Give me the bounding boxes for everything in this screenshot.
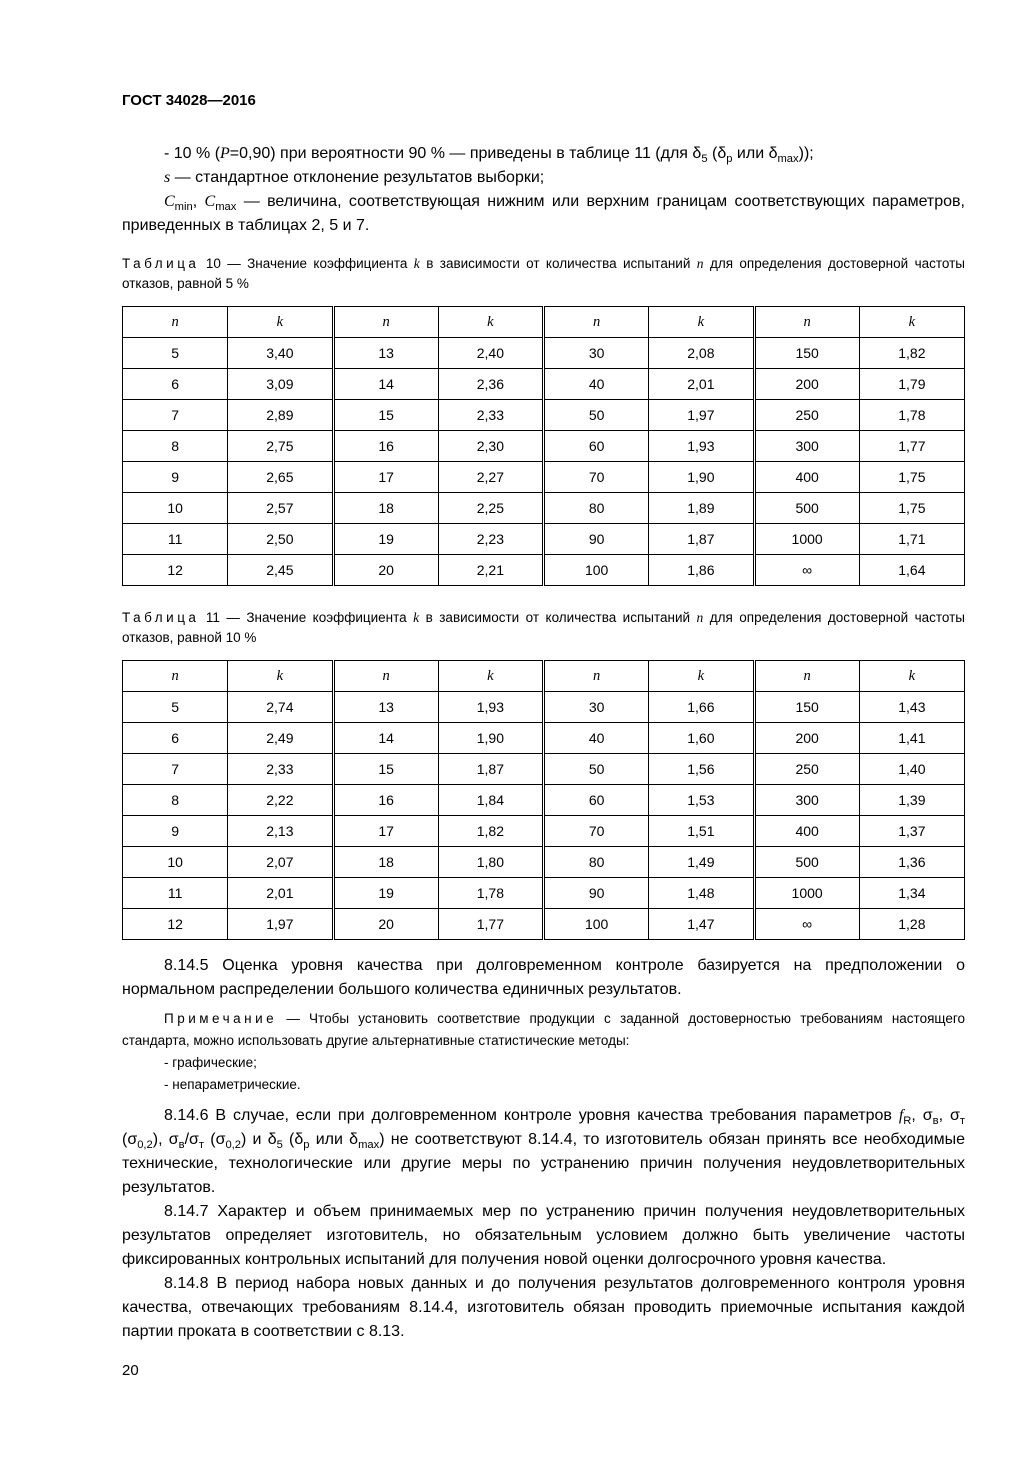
table-cell: 1,89 (649, 493, 754, 524)
table-cell: ∞ (754, 909, 859, 940)
table-cell: 2,89 (228, 400, 333, 431)
text-segment: т (959, 1115, 966, 1128)
table-cell: 1,80 (438, 847, 543, 878)
table-cell: 12 (123, 909, 228, 940)
table-cell: 2,40 (438, 338, 543, 369)
table-cell: 2,07 (228, 847, 333, 878)
intro-item-1 (122, 142, 965, 166)
text-segment: 0,2 (225, 1139, 242, 1152)
text-segment: ) не соответствуют 8.14.4, то изготовитель обязан принять все необходимые технические, технологические или другие меры по устранению причин получения неудовлетворительных результатов. (122, 1131, 965, 1196)
table-cell: 9 (123, 816, 228, 847)
table-cell: 400 (754, 462, 859, 493)
text-segment: т (198, 1139, 205, 1152)
table-cell: 1000 (754, 524, 859, 555)
table-row (123, 816, 965, 847)
text-segment: в зависимости от количества испытаний (419, 610, 697, 625)
table-cell: 250 (754, 400, 859, 431)
text-segment: (σ (204, 1131, 226, 1148)
table-cell: 18 (333, 493, 438, 524)
table-header-row (123, 661, 965, 692)
table-cell: 1,77 (859, 431, 964, 462)
note-item-1: - графические; (164, 1055, 257, 1070)
table-cell: 70 (544, 816, 649, 847)
table-cell: 12 (123, 555, 228, 586)
text-segment: max (777, 153, 799, 166)
text-segment: Таблица (122, 610, 200, 625)
clause-8-14-5 (122, 954, 965, 1002)
text-segment: /σ (184, 1131, 199, 1148)
table-cell: 19 (333, 878, 438, 909)
text-segment: или δ (732, 145, 778, 162)
table-cell: 1,48 (649, 878, 754, 909)
table-cell: 200 (754, 723, 859, 754)
table-cell: 2,33 (438, 400, 543, 431)
table-cell: 8 (123, 785, 228, 816)
note-item-2: - непараметрические. (164, 1077, 301, 1092)
text-segment: в зависимости от количества испытаний (419, 256, 697, 271)
table-cell: 1,75 (859, 493, 964, 524)
text-segment: для определения достоверной частоты отказов, равной 10 % (122, 610, 966, 645)
table-cell: 1,97 (228, 909, 333, 940)
table-header-row (123, 307, 965, 338)
table-cell: 16 (333, 431, 438, 462)
table-cell: 100 (544, 555, 649, 586)
table-column-header: k (649, 307, 754, 338)
table-column-header: n (544, 661, 649, 692)
text-segment: Примечание (164, 1011, 278, 1026)
table-row (123, 369, 965, 400)
table-cell: 1,75 (859, 462, 964, 493)
table-cell: 1,51 (649, 816, 754, 847)
table-cell: 14 (333, 723, 438, 754)
table-row (123, 493, 965, 524)
table-cell: 8 (123, 431, 228, 462)
table-cell: 1,64 (859, 555, 964, 586)
text-segment: s (164, 169, 171, 186)
table-cell: 2,49 (228, 723, 333, 754)
clause-8-14-7 (122, 1200, 965, 1272)
table-cell: 10 (123, 847, 228, 878)
table-cell: 7 (123, 400, 228, 431)
table-cell: 2,01 (228, 878, 333, 909)
table-row (123, 555, 965, 586)
table-cell: 1,37 (859, 816, 964, 847)
table-cell: 1,93 (438, 692, 543, 723)
table-11-caption (122, 608, 965, 648)
table-cell: 1,78 (859, 400, 964, 431)
table-cell: 2,30 (438, 431, 543, 462)
table-cell: 15 (333, 754, 438, 785)
text-segment: 8.14.7 Характер и объем принимаемых мер по устранению причин получения неудовлетворительных результатов определяет изготовитель, но обязательным условием должно быть увеличение частоты фиксированных контрольных испытаний для получения новой оценки долгосрочного уровня качества. (122, 1203, 965, 1268)
text-segment: (σ (122, 1131, 138, 1148)
table-column-header: n (544, 307, 649, 338)
table-cell: 1,77 (438, 909, 543, 940)
table-cell: 1,82 (859, 338, 964, 369)
text-segment: n (696, 256, 704, 271)
table-cell: 2,22 (228, 785, 333, 816)
table-row (123, 692, 965, 723)
table-cell: 40 (544, 369, 649, 400)
text-segment: R (903, 1115, 912, 1128)
table-cell: 60 (544, 785, 649, 816)
intro-definition (122, 190, 965, 238)
table-cell: 200 (754, 369, 859, 400)
table-cell: 3,40 (228, 338, 333, 369)
text-segment: — стандартное отклонение результатов выборки; (170, 169, 545, 186)
table-cell: 1,78 (438, 878, 543, 909)
note-paragraph (122, 1008, 965, 1052)
table-cell: 1,39 (859, 785, 964, 816)
text-segment: , σ (911, 1107, 933, 1124)
table-cell: 400 (754, 816, 859, 847)
table-cell: 150 (754, 338, 859, 369)
table-row (123, 878, 965, 909)
table-cell: 2,36 (438, 369, 543, 400)
table-cell: 13 (333, 692, 438, 723)
table-column-header: k (438, 661, 543, 692)
table-column-header: n (333, 307, 438, 338)
text-segment: C (204, 193, 216, 210)
table-cell: 6 (123, 723, 228, 754)
table-column-header: n (333, 661, 438, 692)
table-cell: 1,82 (438, 816, 543, 847)
table-cell: 1,71 (859, 524, 964, 555)
text-segment: — величина, соответствующая нижним или верхним границам соответствующих параметров, приведенных в таблицах 2, 5 и 7. (122, 193, 965, 234)
text-segment: р (303, 1139, 310, 1152)
text-segment: 8.14.8 В период набора новых данных и до получения результатов долговременного контроля уровня качества, отвечающих требованиям 8.14.4, изготовитель обязан проводить приемочные испытания каждой партии проката в соответствии с 8.13. (122, 1275, 965, 1340)
table-cell: 250 (754, 754, 859, 785)
table-cell: 1,66 (649, 692, 754, 723)
table-cell: 2,21 (438, 555, 543, 586)
table-cell: 2,01 (649, 369, 754, 400)
table-cell: 11 (123, 524, 228, 555)
text-segment: Таблица (122, 256, 200, 271)
table-cell: 20 (333, 909, 438, 940)
table-cell: 1,28 (859, 909, 964, 940)
table-row (123, 754, 965, 785)
text-segment: )); (798, 145, 814, 162)
table-10-caption (122, 254, 965, 294)
table-cell: 1,56 (649, 754, 754, 785)
table-row (123, 723, 965, 754)
text-segment: 8.14.5 Оценка уровня качества при долговременном контроле базируется на предположении о нормальном распределении большого количества единичных результатов. (122, 957, 965, 998)
table-column-header: k (649, 661, 754, 692)
table-cell: 1,97 (649, 400, 754, 431)
page-number: 20 (122, 1362, 139, 1379)
table-column-header: n (754, 307, 859, 338)
table-cell: 1,86 (649, 555, 754, 586)
table-cell: 2,08 (649, 338, 754, 369)
table-cell: 100 (544, 909, 649, 940)
text-segment: в (932, 1115, 939, 1128)
table-cell: 1,41 (859, 723, 964, 754)
table-cell: 300 (754, 431, 859, 462)
table-cell: 15 (333, 400, 438, 431)
table-row (123, 847, 965, 878)
table-cell: 5 (123, 692, 228, 723)
table-cell: 1,34 (859, 878, 964, 909)
text-segment: =0,90) при вероятности 90 % — приведены в таблице 11 (для δ (229, 145, 702, 162)
text-segment: p (726, 153, 733, 166)
table-cell: 11 (123, 878, 228, 909)
table-cell: 2,23 (438, 524, 543, 555)
table-column-header: n (123, 307, 228, 338)
table-cell: 13 (333, 338, 438, 369)
table-cell: 2,45 (228, 555, 333, 586)
table-column-header: k (228, 661, 333, 692)
table-row (123, 462, 965, 493)
table-row (123, 524, 965, 555)
table-cell: 80 (544, 847, 649, 878)
table-cell: 1,53 (649, 785, 754, 816)
table-column-header: n (754, 661, 859, 692)
table-cell: 9 (123, 462, 228, 493)
table-cell: 17 (333, 462, 438, 493)
text-segment: n (696, 610, 704, 625)
text-segment: в (178, 1139, 185, 1152)
table-cell: 2,33 (228, 754, 333, 785)
table-cell: 2,74 (228, 692, 333, 723)
table-cell: 300 (754, 785, 859, 816)
table-column-header: k (228, 307, 333, 338)
table-cell: 2,50 (228, 524, 333, 555)
text-segment: , (192, 193, 205, 210)
table-cell: 60 (544, 431, 649, 462)
table-cell: 1,87 (649, 524, 754, 555)
table-cell: 80 (544, 493, 649, 524)
table-cell: 90 (544, 878, 649, 909)
table-cell: 1,49 (649, 847, 754, 878)
text-segment: max (358, 1139, 380, 1152)
table-cell: 500 (754, 847, 859, 878)
table-cell: 14 (333, 369, 438, 400)
table-cell: 17 (333, 816, 438, 847)
table-cell: 7 (123, 754, 228, 785)
table-cell: 1,84 (438, 785, 543, 816)
text-segment: или δ (309, 1131, 359, 1148)
table-cell: 19 (333, 524, 438, 555)
document-code: ГОСТ 34028—2016 (122, 92, 256, 109)
table-10 (122, 306, 965, 586)
table-cell: 1,40 (859, 754, 964, 785)
table-cell: 10 (123, 493, 228, 524)
table-cell: 1,60 (649, 723, 754, 754)
table-cell: 16 (333, 785, 438, 816)
text-segment: , σ (938, 1107, 960, 1124)
clause-8-14-6 (122, 1104, 965, 1200)
table-cell: 20 (333, 555, 438, 586)
table-cell: 1000 (754, 878, 859, 909)
table-cell: 1,90 (649, 462, 754, 493)
table-cell: 1,47 (649, 909, 754, 940)
table-cell: 1,79 (859, 369, 964, 400)
table-cell: 500 (754, 493, 859, 524)
text-segment: min (174, 201, 193, 214)
table-cell: 2,13 (228, 816, 333, 847)
table-cell: 2,65 (228, 462, 333, 493)
table-row (123, 338, 965, 369)
table-cell: 40 (544, 723, 649, 754)
table-cell: 2,27 (438, 462, 543, 493)
table-11 (122, 660, 965, 940)
text-segment: - 10 % ( (164, 145, 221, 162)
text-segment: max (215, 201, 237, 214)
text-segment: 0,2 (137, 1139, 153, 1152)
intro-item-2 (122, 166, 965, 190)
text-segment: ) и δ (241, 1131, 277, 1148)
text-segment: P (220, 145, 230, 162)
table-row (123, 785, 965, 816)
text-segment: f (898, 1107, 904, 1124)
table-cell: 5 (123, 338, 228, 369)
table-cell: 70 (544, 462, 649, 493)
text-segment: 5 (701, 153, 708, 166)
table-cell: 1,90 (438, 723, 543, 754)
text-segment: k (413, 256, 420, 271)
table-cell: 1,87 (438, 754, 543, 785)
table-cell: 18 (333, 847, 438, 878)
table-cell: 150 (754, 692, 859, 723)
text-segment: 11 — Значение коэффициента (199, 610, 414, 625)
table-column-header: k (859, 307, 964, 338)
table-cell: 50 (544, 754, 649, 785)
text-segment: C (164, 193, 175, 210)
text-segment: — Чтобы установить соответствие продукции с заданной достоверностью требованиям настоящего стандарта, можно использовать другие альтернативные статистические методы: (122, 1011, 965, 1048)
text-segment: ), σ (152, 1131, 179, 1148)
table-cell: 3,09 (228, 369, 333, 400)
table-cell: 6 (123, 369, 228, 400)
table-row (123, 400, 965, 431)
table-row (123, 431, 965, 462)
text-segment: (δ (282, 1131, 304, 1148)
table-cell: 50 (544, 400, 649, 431)
table-column-header: n (123, 661, 228, 692)
clause-8-14-8 (122, 1272, 965, 1344)
text-segment: 10 — Значение коэффициента (199, 256, 414, 271)
table-column-header: k (859, 661, 964, 692)
table-cell: 1,43 (859, 692, 964, 723)
table-cell: 1,93 (649, 431, 754, 462)
table-cell: 30 (544, 338, 649, 369)
text-segment: k (413, 610, 420, 625)
table-cell: ∞ (754, 555, 859, 586)
table-cell: 2,75 (228, 431, 333, 462)
table-cell: 30 (544, 692, 649, 723)
table-cell: 2,57 (228, 493, 333, 524)
table-column-header: k (438, 307, 543, 338)
text-segment: для определения достоверной частоты отказов, равной 5 % (122, 256, 966, 291)
table-cell: 90 (544, 524, 649, 555)
text-segment: 8.14.6 В случае, если при долговременном контроле уровня качества требования параметров (164, 1107, 899, 1124)
table-row (123, 909, 965, 940)
table-cell: 2,25 (438, 493, 543, 524)
text-segment: (δ (707, 145, 727, 162)
text-segment: 5 (276, 1139, 283, 1152)
table-cell: 1,36 (859, 847, 964, 878)
